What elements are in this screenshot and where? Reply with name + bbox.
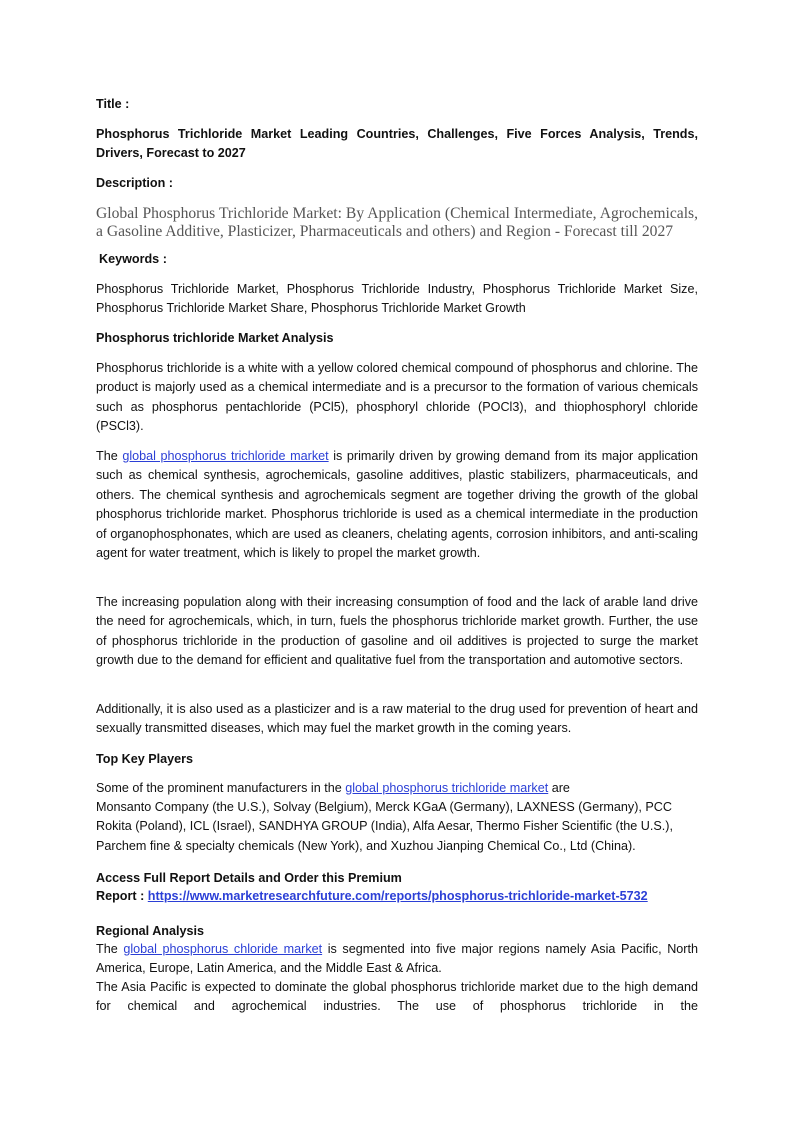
market-link[interactable]: global phosphorus trichloride market: [122, 449, 329, 463]
report-label: Report :: [96, 889, 148, 903]
players-intro: [96, 779, 698, 798]
access-line-1: Access Full Report Details and Order this Premium: [96, 871, 402, 885]
market-link[interactable]: global phosphorus trichloride market: [345, 781, 549, 795]
regional-paragraph-1: [96, 940, 698, 979]
regional-heading: Regional Analysis: [96, 924, 205, 938]
title-label: Title :: [96, 97, 130, 111]
analysis-heading: Phosphorus trichloride Market Analysis: [96, 331, 334, 345]
keywords-label: Keywords :: [99, 252, 167, 266]
text-span: are: [548, 781, 570, 795]
text-span: is segmented into five major regions namely Asia Pacific, North America, Europe, Latin America, and the Middle East & Africa.: [96, 942, 698, 976]
market-link[interactable]: global phosphorus chloride market: [123, 942, 323, 956]
text-span: The: [96, 942, 124, 956]
access-line-2: [96, 887, 698, 906]
description-label: Description :: [96, 176, 173, 190]
analysis-paragraph-2: [96, 447, 698, 563]
analysis-paragraph-3: The increasing population along with their increasing consumption of food and the lack of arable land drive the need for agrochemicals, which, in turn, fuels the phosphorus trichloride market growth. Further, the use of phosphorus trichloride in the production of gasoline and oil additives is projected to surge the market growth due to the demand for efficient and qualitative fuel from the transportation and automotive sectors.: [96, 595, 698, 668]
analysis-paragraph-4: Additionally, it is also used as a plasticizer and is a raw material to the drug used for prevention of heart and sexually transmitted diseases, which may fuel the market growth in the coming years.: [96, 702, 698, 736]
report-url-link[interactable]: https://www.marketresearchfuture.com/reports/phosphorus-trichloride-market-5732: [147, 889, 648, 903]
players-heading: Top Key Players: [96, 752, 194, 766]
analysis-paragraph-1: Phosphorus trichloride is a white with a yellow colored chemical compound of phosphorus and chlorine. The product is majorly used as a chemical intermediate and is a precursor to the formation of various chemicals such as phosphorus pentachloride (PCl5), phosphoryl chloride (POCl3), and thiophosphoryl chloride (PSCl3).: [96, 361, 698, 434]
text-span: The: [96, 449, 123, 463]
description-text: Global Phosphorus Trichloride Market: By Application (Chemical Intermediate, Agrochemicals, a Gasoline Additive, Plasticizer, Pharmaceuticals and others) and Region - Forecast till 2027: [96, 205, 698, 240]
keywords-text: Phosphorus Trichloride Market, Phosphorus Trichloride Industry, Phosphorus Trichloride Market Size, Phosphorus Trichloride Market Share, Phosphorus Trichloride Market Growth: [96, 282, 698, 316]
regional-paragraph-2: The Asia Pacific is expected to dominate the global phosphorus trichloride market due to the high demand for chemical and agrochemical industries. The use of phosphorus trichloride in the: [96, 980, 698, 1014]
text-span: Some of the prominent manufacturers in the: [96, 781, 346, 795]
document-title: Phosphorus Trichloride Market Leading Countries, Challenges, Five Forces Analysis, Trends, Drivers, Forecast to 2027: [96, 127, 698, 161]
players-list: Monsanto Company (the U.S.), Solvay (Belgium), Merck KGaA (Germany), LAXNESS (Germany), PCC Rokita (Poland), ICL (Israel), SANDHYA GROUP (India), Alfa Aesar, Thermo Fisher Scientific (the U.S.), Parchem fine & specialty chemicals (New York), and Xuzhou Jianping Chemical Co., Ltd (China).: [96, 800, 673, 853]
text-span: is primarily driven by growing demand from its major application such as chemical synthesis, agrochemicals, gasoline additives, plastic stabilizers, pharmaceuticals, and others. The chemical synthesis and agrochemicals segment are together driving the growth of the global phosphorus trichloride market. Phosphorus trichloride is used as a chemical intermediate in the production of organophosphonates, which are used as cleaners, chelating agents, corrosion inhibitors, and anti-scaling agent for water treatment, which is likely to propel the market growth.: [96, 449, 698, 561]
